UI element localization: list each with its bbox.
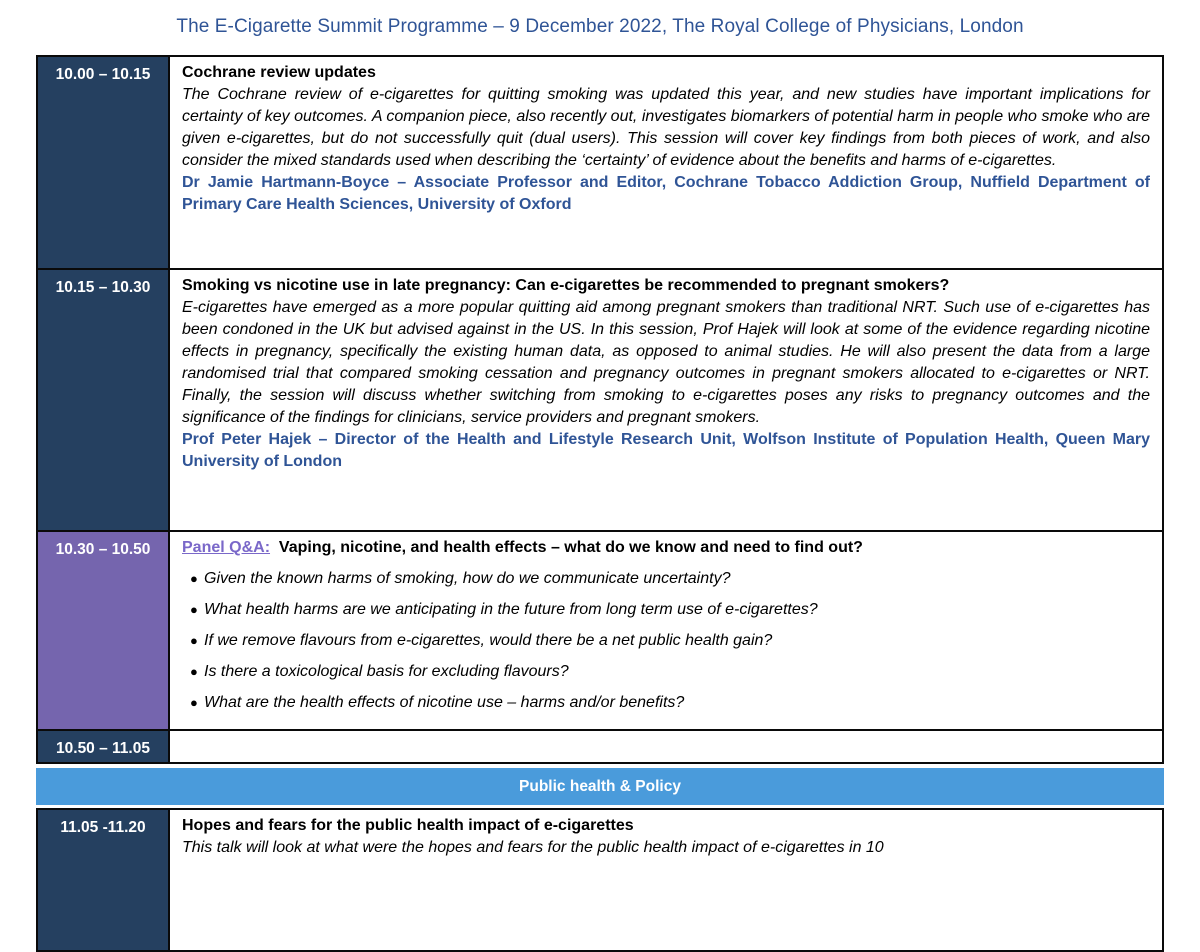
bullet-item (182, 692, 1150, 714)
session-description: The Cochrane review of e-cigarettes for quitting smoking was updated this year, and new studies have important implications for certainty of key outcomes. A companion piece, also recently out, investigates biomarkers of potential harm in people who smoke who are given e-cigarettes, but do not successfully quit (dual users). This session will cover key findings from both pieces of work, and also consider the mixed standards used when describing the ‘certainty’ of evidence about the benefits and harms of e-cigarettes. (182, 86, 1150, 169)
session-description: E-cigarettes have emerged as a more popular quitting aid among pregnant smokers than traditional NRT. Such use of e-cigarettes has been condoned in the UK but advised against in the US. In this session, Prof Hajek will look at some of the evidence regarding nicotine effects in pregnancy, specifically the existing human data, as opposed to animal studies. He will also present the data from a large randomised trial that compared smoking cessation and pregnancy outcomes in pregnant smokers allocated to e-cigarettes or NRT. Finally, the session will discuss whether switching from smoking to e-cigarettes poses any risks to pregnancy outcomes and the significance of the findings for clinicians, service providers and pregnant smokers. (182, 299, 1150, 426)
bullet-item (182, 661, 1150, 683)
time-slot (38, 532, 170, 729)
content-cell (170, 270, 1162, 530)
content-cell (170, 731, 1162, 762)
time-slot (38, 810, 170, 950)
bullet-item (182, 599, 1150, 621)
bullet-icon: ● (190, 695, 198, 710)
time-slot-label: 10.15 – 10.30 (55, 279, 151, 296)
session-row (38, 268, 1162, 530)
banner-label: Public health & Policy (519, 777, 681, 795)
bullet-text: Is there a toxicological basis for excluding flavours? (204, 663, 569, 680)
bullet-item (182, 630, 1150, 652)
session-title: Smoking vs nicotine use in late pregnancy: Can e-cigarettes be recommended to pregnant smokers? (182, 277, 950, 294)
session-row (38, 530, 1162, 729)
session-row (38, 810, 1162, 950)
speaker-credit: Prof Peter Hajek – Director of the Health and Lifestyle Research Unit, Wolfson Institute of Population Health, Queen Mary University of London (182, 431, 1150, 470)
bullet-text: Given the known harms of smoking, how do we communicate uncertainty? (204, 570, 731, 587)
bullet-list (182, 568, 1150, 714)
break-label: MORNING REFRESHMENT BREAK (537, 737, 795, 755)
time-slot (38, 270, 170, 530)
programme (36, 55, 1164, 952)
programme-table (36, 808, 1164, 952)
bullet-icon: ● (190, 602, 198, 617)
bullet-icon: ● (190, 633, 198, 648)
panel-title-line (182, 537, 1150, 559)
panel-qa-label: Panel Q&A: (182, 539, 271, 556)
time-slot-label: 10.00 – 10.15 (55, 66, 151, 83)
bullet-text: What are the health effects of nicotine use – harms and/or benefits? (204, 694, 685, 711)
bullet-item (182, 568, 1150, 590)
panel-title: Vaping, nicotine, and health effects – what do we know and need to find out? (278, 539, 863, 556)
session-description: This talk will look at what were the hopes and fears for the public health impact of e-cigarettes in 10 (182, 839, 884, 856)
session-row (38, 57, 1162, 268)
bullet-text: What health harms are we anticipating in the future from long term use of e-cigarettes? (204, 601, 818, 618)
content-cell (170, 532, 1162, 729)
bullet-icon: ● (190, 664, 198, 679)
time-slot-label: 10.30 – 10.50 (55, 541, 151, 558)
session-title: Hopes and fears for the public health impact of e-cigarettes (182, 817, 634, 834)
time-slot-label: 11.05 -11.20 (60, 819, 146, 836)
break-row (38, 729, 1162, 762)
time-slot (38, 731, 170, 762)
time-slot (38, 57, 170, 268)
speaker-credit: Dr Jamie Hartmann-Boyce – Associate Professor and Editor, Cochrane Tobacco Addiction Group, Nuffield Department of Primary Care Health Sciences, University of Oxford (182, 174, 1150, 213)
bullet-text: If we remove flavours from e-cigarettes, would there be a net public health gain? (204, 632, 773, 649)
time-slot-label: 10.50 – 11.05 (56, 740, 150, 757)
section-banner (36, 768, 1164, 805)
bullet-icon: ● (190, 571, 198, 586)
programme-table (36, 55, 1164, 764)
session-title: Cochrane review updates (182, 64, 376, 81)
content-cell (170, 810, 1162, 950)
content-cell (170, 57, 1162, 268)
page-title: The E-Cigarette Summit Programme – 9 December 2022, The Royal College of Physicians, London (176, 16, 1024, 37)
